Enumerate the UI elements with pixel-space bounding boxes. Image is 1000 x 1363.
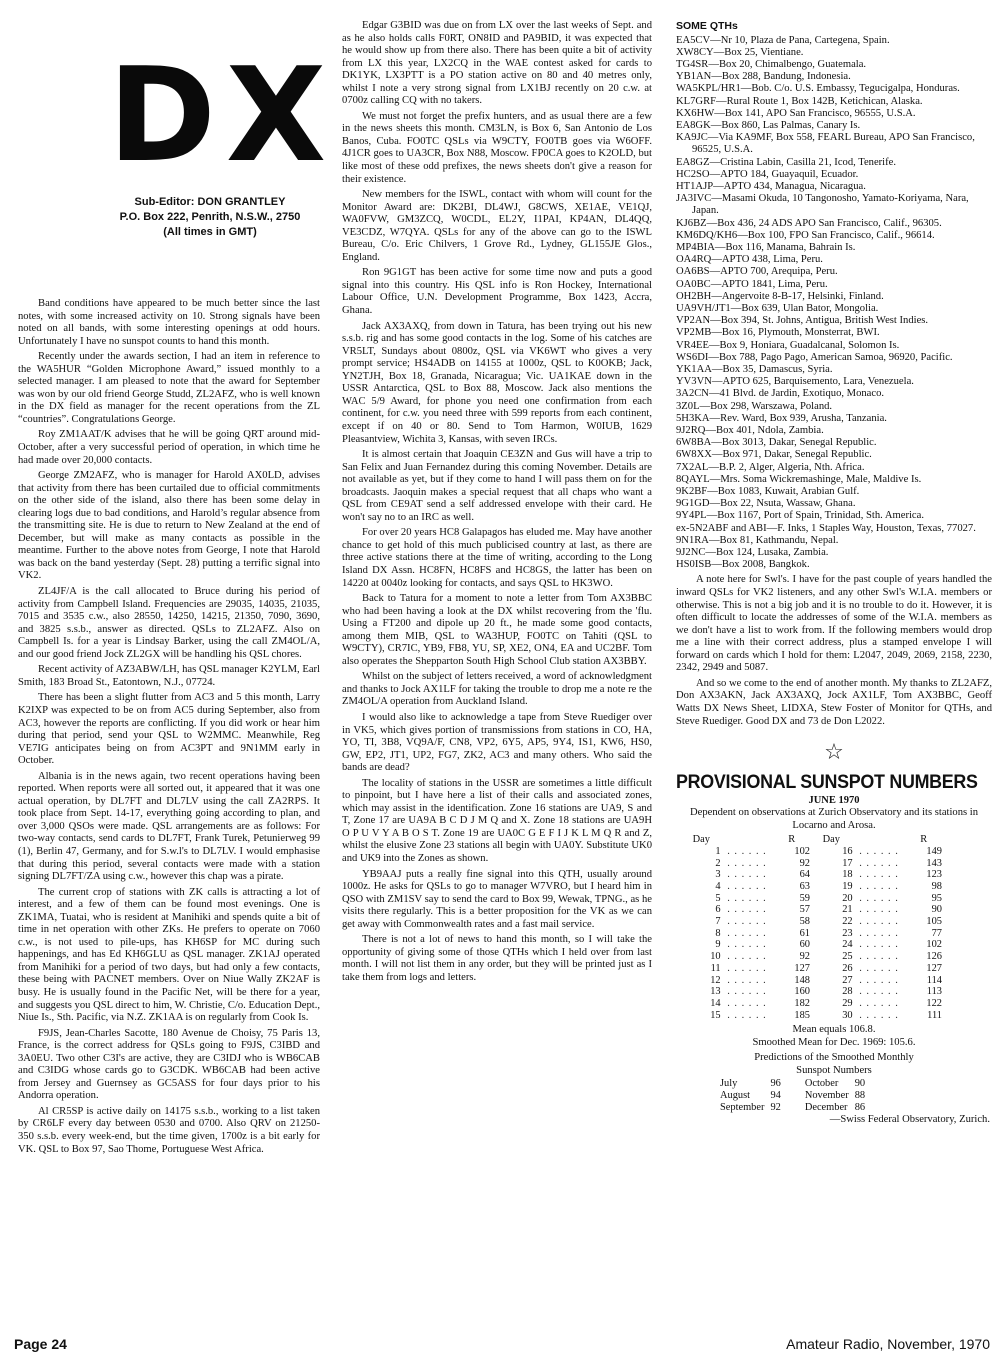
dots-cell: . . . . . .: [727, 1009, 767, 1021]
qth-item: EA8GZ—Cristina Labin, Casilla 21, Icod, Tenerife.: [676, 156, 897, 168]
value-cell: 86: [854, 1101, 866, 1113]
r-cell: 122: [926, 997, 942, 1009]
dots-cell: . . . . . .: [859, 869, 899, 881]
editor-credit: [100, 195, 320, 240]
day-cell: 19: [842, 880, 853, 892]
paragraph: There is not a lot of news to hand this month, so I will take the opportunity of giving some of those QTHs which I held over from last month. I will not list them in any order, but they will be printed just as I take them from logs and letters.: [342, 934, 652, 983]
day-cell: 6: [715, 904, 721, 916]
day-cell: 4: [715, 880, 721, 892]
dots-cell: . . . . . .: [727, 845, 767, 857]
qth-item: 9J2RQ—Box 401, Ndola, Zambia.: [676, 425, 824, 437]
r-cell: 127: [794, 962, 810, 974]
qth-item: OA6BS—APTO 700, Arequipa, Peru.: [676, 266, 838, 278]
smoothed-mean: Smoothed Mean for Dec. 1969: 105.6.: [752, 1036, 916, 1048]
paragraph: The current crop of stations with ZK calls is attracting a lot of interest, and a few of them can be found most evenings. One is ZK1MA, Tuatai, who is resident at Manihiki and spends quite a bit of time in net operation with other ZKs. He prefers to operate on 7060 c.w., is not used to pile-ups, has KH6SP for MC during such happenings, and has Ed KH6GLU as QSL manager. ZK1AJ operated from Manihiki for a period of two days, but had only a few contacts, these being with PACNET members. Over on Niue Wally ZK2AF is busy. He is usually found in the Pacific Net, will be there for a year, and suggests you QSL direct to him, W. Christie, C/o. Education Dept., Niue Is., Sth. Pacific, via N.Z. ZK1AA is on regularly from Cook Is.: [18, 886, 320, 1024]
r-cell: 113: [926, 986, 942, 998]
qth-item: VR4EE—Box 9, Honiara, Guadalcanal, Solomon Is.: [676, 339, 900, 351]
r-cell: 149: [926, 845, 942, 857]
qth-item: WS6DI—Box 788, Pago Pago, American Samoa, 96920, Pacific.: [676, 351, 953, 363]
qth-item: HT1AJP—APTO 434, Managua, Nicaragua.: [676, 180, 866, 192]
table-header: R: [920, 834, 928, 846]
qth-item: VP2MB—Box 16, Plymouth, Monsterrat, BWI.: [676, 327, 880, 339]
sunspot-title: PROVISIONAL SUNSPOT NUMBERS: [676, 772, 978, 794]
dots-cell: . . . . . .: [727, 939, 767, 951]
dots-cell: . . . . . .: [727, 962, 767, 974]
paragraph: F9JS, Jean-Charles Sacotte, 180 Avenue de Choisy, 75 Paris 13, France, is the correct address for QSLs going to F9JS, C3IBD and 3A0EU. Two other C3I's are active, they are C3IDJ who is WB6CAB and C3IDG whose cards go to G3CDK. WB6CAB had been active from Jersey and Guernsey as GC5ASS for four days prior to his Andorra operation.: [18, 1027, 320, 1102]
sunspot-month: JUNE 1970: [808, 795, 860, 807]
paragraph: Ron 9G1GT has been active for some time now and puts a good signal into this country. His QSL info is Ron Hockey, International Labour Office, U.N. Development Programme, Box 1423, Accra, Ghana.: [342, 267, 652, 317]
month-cell: July: [720, 1077, 738, 1089]
qth-item: 8QAYL—Mrs. Soma Wickremashinge, Male, Maldive Is.: [676, 473, 922, 485]
paragraph: Edgar G3BID was due on from LX over the last weeks of Sept. and as he also holds calls F0RT, ON8ID and PA9BID, it was expected that he would show up from there also. There has been quite a bit of activity from LX this year, LX2CQ in the WAE contest asked for cards to DK1YK, LX3PTT is a PO station active on 80 and 40 metres only, whilst I note a very strong signal from LX1BJ recently on 20 c.w. at 0700z calling CQ with no takers.: [342, 20, 652, 107]
paragraph: George ZM2AFZ, who is manager for Harold AX0LD, advises that activity from there has been curtailed due to official commitments on the other side of the island, also there has been some delay in clearing logs due to bad conditions, and Harold’s regular absence from the transmitting site. He is due to return to New Zealand at the end of December, but will make as many contacts as possible in the meantime. Further to the above notes from George, I note that Harold was back on the band yesterday (Sept. 28) putting a terrific signal into VK2.: [18, 470, 320, 582]
qth-item: UA9VH/JT1—Box 639, Ulan Bator, Mongolia.: [676, 303, 879, 315]
predictions-title: Predictions of the Smoothed Monthly: [754, 1052, 914, 1064]
paragraph: Roy ZM1AAT/K advises that he will be going QRT around mid-October, after a very successful period of operation, in which time he had made over 20,000 contacts.: [18, 429, 320, 466]
dots-cell: . . . . . .: [727, 869, 767, 881]
editor-address: P.O. Box 222, Penrith, N.S.W., 2750: [119, 211, 301, 223]
day-cell: 9: [715, 939, 721, 951]
paragraph: Al CR5SP is active daily on 14175 s.s.b., working to a list taken by CR6LF every day between 0530 and 0700. Also QRV on 21250-350 s.s.b. every week-end, but the time given, 1700z is a bit early for VK. QSL to Box 97, Sao Thome, Portuguese West Africa.: [18, 1105, 320, 1155]
qth-item: YB1AN—Box 288, Bandung, Indonesia.: [676, 71, 851, 83]
dots-cell: . . . . . .: [859, 857, 899, 869]
r-cell: 182: [794, 997, 810, 1009]
qth-item: EA8GK—Box 860, Las Palmas, Canary Is.: [676, 119, 861, 131]
r-cell: 95: [931, 892, 942, 904]
table-row: [682, 881, 942, 893]
day-cell: 17: [842, 857, 853, 869]
qth-item: ex-5N2ABF and ABI—F. Inks, 1 Staples Way, Houston, Texas, 77027.: [676, 522, 976, 534]
qth-item: OH2BH—Angervoite 8-B-17, Helsinki, Finland.: [676, 290, 884, 302]
paragraph: There has been a slight flutter from AC3 and 5 this month, Larry K2IXP was expected to be on from AC5 during September, also from AC3, however the reports are conflicting. If you did work or hear him during that period, send your QSL to W2MMC. Meanwhile, Reg VE7IG anticipates being on from AC3PT and 9N1MM early in October.: [18, 692, 320, 767]
table-row: [682, 975, 942, 987]
qth-item: WA5KPL/HR1—Bob. C/o. U.S. Embassy, Tegucigalpa, Honduras.: [676, 83, 960, 95]
table-row: [682, 869, 942, 881]
paragraph: For over 20 years HC8 Galapagos has eluded me. May have another chance to get hold of this much publicised country at last, as there are three active stations there at the time of writing, according to the Long Island DX Assn. HC8FN, HC8FS and HC8GS, the latter has been on 14220 at 0040z looking for contacts, and says QSL to HK3WO.: [342, 527, 652, 589]
qth-item: KJ6BZ—Box 436, 24 ADS APO San Francisco, Calif., 96305.: [676, 217, 942, 229]
day-cell: 27: [842, 974, 853, 986]
qth-item: HS0ISB—Box 2008, Bangkok.: [676, 559, 810, 571]
r-cell: 185: [794, 1009, 810, 1021]
paragraph: Recent activity of AZ3ABW/LH, has QSL manager K2YLM, Earl Smith, 183 Broad St., Eatontown, N.J., 07724.: [18, 664, 320, 688]
mean-value: Mean equals 106.8.: [792, 1024, 876, 1036]
qth-item: 9Y4PL—Box 1167, Port of Spain, Trinidad, Sth. America.: [676, 510, 924, 522]
dots-cell: . . . . . .: [727, 857, 767, 869]
day-cell: 18: [842, 869, 853, 881]
paragraph: It is almost certain that Joaquin CE3ZN and Gus will have a trip to San Felix and Juan Fernandez during this coming November. Details are not available as yet, but if they come to hand I will pass them on for the broadcasts. Jaoquin makes a special request that all chaps who want a QSL from CE9AT send a self addressed envelope with their card. He won't say no to an IRC as well.: [342, 449, 652, 523]
day-cell: 15: [710, 1009, 721, 1021]
qth-item: KA9JC—Via KA9MF, Box 558, FEARL Bureau, APO San Francisco, 96525, U.S.A.: [676, 132, 975, 156]
section-title: DX: [108, 39, 337, 191]
table-row: [682, 963, 942, 975]
source-credit: —Swiss Federal Observatory, Zurich.: [829, 1113, 990, 1125]
qth-item: YV3VN—APTO 625, Barquisemento, Lara, Venezuela.: [676, 376, 914, 388]
dots-cell: . . . . . .: [727, 880, 767, 892]
r-cell: 92: [799, 857, 810, 869]
qth-item: KX6HW—Box 141, APO San Francisco, 96555, U.S.A.: [676, 107, 916, 119]
page-number: Page 24: [14, 1336, 67, 1352]
qth-item: 7X2AL—B.P. 2, Alger, Algeria, Nth. Africa.: [676, 461, 865, 473]
dots-cell: . . . . . .: [859, 845, 899, 857]
qth-item: 9J2NC—Box 124, Lusaka, Zambia.: [676, 547, 829, 559]
day-cell: 26: [842, 962, 853, 974]
qth-item: JA3IVC—Masami Okuda, 10 Tangonosho, Yamato-Koriyama, Nara, Japan.: [676, 193, 969, 217]
r-cell: 102: [794, 845, 810, 857]
qth-item: OA0BC—APTO 1841, Lima, Peru.: [676, 278, 828, 290]
r-cell: 114: [926, 974, 942, 986]
dots-cell: . . . . . .: [859, 1009, 899, 1021]
day-cell: 10: [710, 951, 721, 963]
day-cell: 23: [842, 927, 853, 939]
month-cell: September: [720, 1101, 765, 1113]
r-cell: 123: [926, 869, 942, 881]
qth-item: 3Z0L—Box 298, Warszawa, Poland.: [676, 400, 833, 412]
table-row: [682, 904, 942, 916]
column-2: [342, 20, 652, 984]
r-cell: 143: [926, 857, 942, 869]
table-row: [682, 1010, 942, 1022]
month-cell: November: [804, 1089, 849, 1101]
paragraph: Jack AX3AXQ, from down in Tatura, has been trying out his new s.s.b. rig and has some good contacts in the log. Some of his catches are VR5LT, Sundays about 0800z, QSL via VK6WT who gives a very prompt service; HS4ADB on 14155 at 1000z, QSL to K0OKB; Jack, YN2TJH, Box 18, Granada, Nicaragua; Vic. UA1KAE down in the USSR Antarctica, QSL to Box 88, Moscow. Jack also mentions the WAC 5/9 Award, for phone you need one confirmation from each continent, for c.w. you need three with 599 reports from each continent, except if on 40 or 80. Send to Tom Harmon, W0IUB, 1629 Pleasantview, Wichita 3, Kansas, with seven IRCs.: [342, 320, 652, 445]
qth-item: YK1AA—Box 35, Damascus, Syria.: [676, 364, 833, 376]
r-cell: 98: [931, 880, 942, 892]
r-cell: 60: [799, 939, 810, 951]
day-cell: 1: [715, 845, 721, 857]
paragraph: The locality of stations in the USSR are sometimes a little difficult to pinpoint, but I have here a list of their calls and associated zones, which may assist in the identification. Zone 16 stations are UA9, S and T, Zone 17 are UA9A B C D J M Q and X. Zone 18 stations are UA9H O P U V Y A B O S T. Zone 19 are UA0C G E F I J K L M Q R and Z, whilst the elusive Zone 23 stations all begin with UA0Y. Substitute UK0 and UK9 into the Zones as shown.: [342, 777, 652, 864]
day-cell: 5: [715, 892, 721, 904]
r-cell: 127: [926, 962, 942, 974]
qth-list: [676, 35, 992, 572]
r-cell: 160: [794, 986, 810, 998]
dots-cell: . . . . . .: [859, 880, 899, 892]
day-cell: 14: [710, 997, 721, 1009]
day-cell: 8: [715, 927, 721, 939]
day-cell: 21: [842, 904, 853, 916]
r-cell: 63: [799, 880, 810, 892]
r-cell: 126: [926, 951, 942, 963]
day-cell: 7: [715, 916, 721, 928]
value-cell: 90: [854, 1077, 866, 1089]
day-cell: 25: [842, 951, 853, 963]
closing-note: And so we come to the end of another month. My thanks to ZL2AFZ, Don AX3AKN, Jack AX3AXQ, Jock AX1LF, Tom AX3BBC, Geoff Watts DX News Sheet, LIDXA, Stew Foster of Monitor for QTHs, and Steve Ruediger. Good DX and 73 de Don L2022.: [676, 677, 992, 727]
qth-item: 5H3KA—Rev. Ward, Box 939, Arusha, Tanzania.: [676, 412, 887, 424]
qth-item: 6W8XX—Box 971, Dakar, Senegal Republic.: [676, 449, 872, 461]
editor-name: Sub-Editor: DON GRANTLEY: [134, 196, 286, 208]
month-cell: August: [720, 1089, 751, 1101]
paragraph: We must not forget the prefix hunters, and as usual there are a few in the news sheets this month. CM3LN, is Box 6, San Antonio de Los Banos, Cuba. FO0TC QSLs via W9CTY, FO0TB goes via W6OFF. 4J1CR goes to UA3CR, Box N88, Moscow. FP0CA goes to K2OLD, but like most of these odd prefixes, the news sheets don't give a reason for their existence.: [342, 110, 652, 185]
star-icon: ☆: [824, 740, 844, 766]
table-row: [682, 928, 942, 940]
table-header: Day: [692, 834, 710, 846]
column-1: [18, 20, 337, 1156]
swl-note: A note here for Swl's. I have for the past couple of years handled the inward QSLs for VK2 listeners, and any other Swl's W.I.A. members or otherwise. This is not a big job and it is no trouble to do it. However, it is often difficult to locate the addresses of some of the W.I.A. members as we don't have a list to work from. If the following members would drop me a line with their correct address, plus a stamped envelope I will forward on cards which I hold for them: L2047, 2049, 2069, 2158, 2230, 2342, 2949 and 5087.: [676, 574, 992, 674]
dots-cell: . . . . . .: [727, 997, 767, 1009]
qth-item: XW8CY—Box 25, Vientiane.: [676, 46, 804, 58]
day-cell: 16: [842, 845, 853, 857]
r-cell: 90: [931, 904, 942, 916]
day-cell: 3: [715, 869, 721, 881]
r-cell: 57: [799, 904, 810, 916]
dots-cell: . . . . . .: [727, 904, 767, 916]
section-header: [18, 20, 337, 298]
r-cell: 111: [927, 1009, 942, 1021]
qth-item: 9N1RA—Box 81, Kathmandu, Nepal.: [676, 534, 839, 546]
value-cell: 88: [854, 1089, 866, 1101]
table-row: [682, 951, 942, 963]
dots-cell: . . . . . .: [859, 927, 899, 939]
r-cell: 105: [926, 916, 942, 928]
time-note: (All times in GMT): [163, 226, 257, 238]
r-cell: 148: [794, 974, 810, 986]
day-cell: 29: [842, 997, 853, 1009]
paragraph: Back to Tatura for a moment to note a letter from Tom AX3BBC who had been having a look at the DX whilst recovering from the 'flu. Using a FT200 and dipole up 20 ft., he made some good contacts, among them MIB, QSL to WA3HUP, FO0TC on Tahiti (QSL to W9CTY), CR7IC, YB9, FB8, YU, SP, XE2, ON4, EA and UC2BF. Tom also operates the Shepparton South High School Club station AX3BBY.: [342, 593, 652, 667]
table-row: [682, 858, 942, 870]
paragraph: YB9AAJ puts a really fine signal into this QTH, usually around 1000z. He asks for QSLs to go to manager W7VRO, but I heard him in QSO with ZM1SV say to send the card to Box 99, Wewak, TPNG., as he visits there regularly. This is a better proposition for the VK as we can get away with Commonwealth rates and a fast mail service.: [342, 868, 652, 930]
r-cell: 64: [799, 869, 810, 881]
dots-cell: . . . . . .: [859, 939, 899, 951]
dots-cell: . . . . . .: [859, 974, 899, 986]
qth-item: 6W8BA—Box 3013, Dakar, Senegal Republic.: [676, 437, 877, 449]
r-cell: 102: [926, 939, 942, 951]
table-header: R: [788, 834, 796, 846]
dots-cell: . . . . . .: [859, 951, 899, 963]
dots-cell: . . . . . .: [859, 892, 899, 904]
table-row: [720, 1102, 871, 1114]
qth-item: HC2SO—APTO 184, Guayaquil, Ecuador.: [676, 168, 859, 180]
table-row: [682, 893, 942, 905]
table-row: [682, 939, 942, 951]
day-cell: 11: [710, 962, 721, 974]
dots-cell: . . . . . .: [859, 904, 899, 916]
day-cell: 2: [715, 857, 721, 869]
dots-cell: . . . . . .: [727, 974, 767, 986]
predictions-table: [720, 1078, 871, 1114]
table-header: Day: [822, 834, 840, 846]
day-cell: 12: [710, 974, 721, 986]
value-cell: 94: [770, 1089, 781, 1101]
qth-item: 9K2BF—Box 1083, Kuwait, Arabian Gulf.: [676, 486, 860, 498]
dots-cell: . . . . . .: [727, 916, 767, 928]
sunspot-table: [682, 834, 942, 1021]
paragraph: I would also like to acknowledge a tape from Steve Ruediger over in VK5, which gives portion of transmissions from stations in CO, HA, YO, TI, 3B8, VQ9A/F, CN8, VP2, 6Y5, AP5, 9Y4, IS1, KW6, HS0, GW, EP2, JT1, UP2, FG7, ZK2, AC3 and many others. Who said the bands are dead?: [342, 711, 652, 774]
table-row: [682, 998, 942, 1010]
dots-cell: . . . . . .: [859, 916, 899, 928]
paragraph: Albania is in the news again, two recent operations having been reported. When reports were all sorted out, it appeared that it was one actual operation, by DL7FT and DL7LV using the call ZA2RPS. It took place from Sept. 14-17, everything going according to plan, and over 3,000 QSOs were made. QSL arrangements are as follows: For two-way contacts, send cards to DL7FT, Frank Turek, Petunierweg 99 (1), Berlin 47, Germany, and for S.w.l's to DL7LV. I would emphasise that during this period, several contacts were made with a station signing DL7FT/ZA using c.w., however this chap was a pirate.: [18, 770, 320, 883]
paragraph: Recently under the awards section, I had an item in reference to the WA5HUR “Golden Microphone Award,” issued monthly to a selected manager. I am pleased to note that the award for September was won by our old friend George Studd, ZL2AFZ, who is well known in the DX field as manager for the recent operations from the ZL “countries”. Congratulations George.: [18, 351, 320, 425]
table-row: [682, 986, 942, 998]
day-cell: 28: [842, 986, 853, 998]
table-row: [720, 1078, 871, 1090]
month-cell: October: [804, 1077, 839, 1089]
qth-item: KM6DQ/KH6—Box 100, FPO San Francisco, Calif., 96614.: [676, 229, 935, 241]
r-cell: 59: [799, 892, 810, 904]
issue-line: Amateur Radio, November, 1970: [786, 1336, 990, 1352]
value-cell: 96: [770, 1077, 781, 1089]
r-cell: 92: [799, 951, 810, 963]
day-cell: 24: [842, 939, 853, 951]
dots-cell: . . . . . .: [727, 986, 767, 998]
qth-item: MP4BIA—Box 116, Manama, Bahrain Is.: [676, 242, 856, 253]
predictions-subtitle: Sunspot Numbers: [796, 1065, 872, 1077]
qth-item: EA5CV—Nr 10, Plaza de Pana, Cartegena, Spain.: [676, 34, 890, 46]
qth-item: OA4RQ—APTO 438, Lima, Peru.: [676, 254, 823, 266]
sunspot-section: [676, 772, 992, 1126]
qth-item: TG4SR—Box 20, Chimalbengo, Guatemala.: [676, 58, 867, 70]
day-cell: 22: [842, 916, 853, 928]
paragraph: New members for the ISWL, contact with whom will count for the Monitor Award are: DK2BI, DL4WJ, G8CWS, XE1AE, VE1QJ, WA0FVW, GM3ZCQ, W0CDL, EL2Y, I1PAI, KP4AN, DL4QQ, VE3CDZ, W7QYA. QSLs for any of the above can go to the ISWL Bureau, C/o. Eric Chilvers, 1 Grove Rd., Lydney, GL155JE Glos., England.: [342, 189, 652, 263]
paragraph: Band conditions have appeared to be much better since the last notes, with some increased activity on 10. Strong signals have been noted on all bands, with some interesting openings at odd hours. Unfortunately I have no sunspot counts to hand this month.: [18, 298, 320, 347]
dots-cell: . . . . . .: [727, 892, 767, 904]
month-cell: December: [804, 1101, 848, 1113]
paragraph: ZL4JF/A is the call allocated to Bruce during his period of activity from Campbell Island. Frequencies are 29035, 14035, 21035, 7015 and 3535 c.w., also 28550, 14250, 14215, 21350, 7090, 3690, and 3825 s.s.b., answer as directed. QSLs to ZL2AFZ. Also on Campbell Is. for a year is Lindsay Barker, using the call ZM4OL/A, and our good friend Jock ZL2GX will be handling his QSL chores.: [18, 586, 320, 660]
r-cell: 77: [931, 927, 942, 939]
r-cell: 61: [799, 927, 810, 939]
value-cell: 92: [770, 1101, 781, 1113]
qth-item: 9G1GD—Box 22, Nsuta, Wassaw, Ghana.: [676, 498, 856, 510]
sunspot-description: Dependent on observations at Zurich Observatory and its stations in Locarno and Arosa.: [689, 807, 979, 831]
dots-cell: . . . . . .: [859, 997, 899, 1009]
paragraph: Whilst on the subject of letters received, a word of acknowledgment and thanks to Jock AX1LF for taking the trouble to drop me a note re the ZM4OL/A operation from Auckland Island.: [342, 671, 652, 708]
r-cell: 58: [799, 916, 810, 928]
day-cell: 30: [842, 1009, 853, 1021]
table-row: [682, 846, 942, 858]
day-cell: 13: [710, 986, 721, 998]
dots-cell: . . . . . .: [727, 927, 767, 939]
dots-cell: . . . . . .: [727, 951, 767, 963]
dots-cell: . . . . . .: [859, 986, 899, 998]
qth-heading: SOME QTHs: [676, 20, 738, 32]
dots-cell: . . . . . .: [859, 962, 899, 974]
qth-item: 3A2CN—41 Blvd. de Jardin, Exotiquo, Monaco.: [676, 388, 885, 400]
table-row: [682, 916, 942, 928]
day-cell: 20: [842, 892, 853, 904]
qth-item: KL7GRF—Rural Route 1, Box 142B, Ketichican, Alaska.: [676, 95, 923, 107]
table-row: [720, 1090, 871, 1102]
column-3: [676, 20, 992, 1126]
qth-item: VP2AN—Box 394, St. Johns, Antigua, British West Indies.: [676, 315, 929, 327]
